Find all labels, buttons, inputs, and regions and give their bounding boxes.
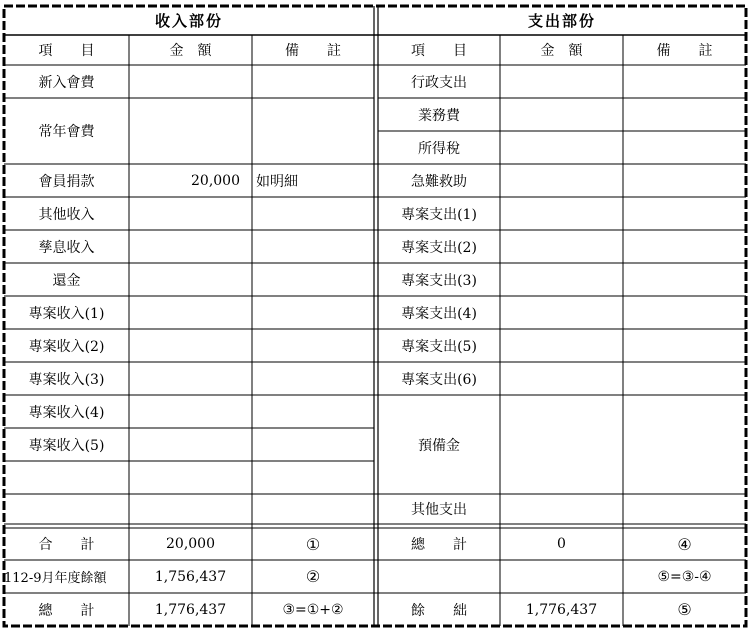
balance-formula: ⑤=③-④ [657,568,712,585]
income-item: 專案收入(1) [28,305,105,322]
income-item: 專案收入(5) [28,437,105,454]
income-item: 還金 [52,272,81,289]
expense-col-item: 項 目 [411,43,467,59]
balance-amount: 1,776,437 [525,601,598,618]
income-item: 其他收入 [38,206,95,223]
income-total-amount: 20,000 [166,536,215,552]
grand-total-note: ③=①+② [282,601,344,618]
prev-balance-amount: 1,756,437 [154,568,227,585]
expense-section-title: 支出部份 [527,12,596,30]
income-note: 如明細 [256,173,298,190]
income-col-note: 備 註 [285,43,341,59]
income-col-item: 項 目 [38,43,95,59]
expense-item: 專案支出(2) [401,239,477,256]
income-item: 新入會費 [38,74,95,91]
income-item: 孳息收入 [38,239,95,256]
expense-item: 專案支出(1) [401,206,477,223]
income-total-label: 合 計 [38,537,95,553]
expense-item: 行政支出 [411,74,467,91]
income-section-title: 收入部份 [154,12,223,30]
balance-note: ⑤ [677,600,692,619]
expense-total-label: 總 計 [411,537,467,553]
expense-item: 專案支出(5) [401,338,477,355]
expense-item: 專案支出(4) [401,305,477,322]
expense-item: 急難救助 [411,173,467,190]
expense-item: 專案支出(6) [401,371,477,388]
income-item: 專案收入(4) [28,404,105,421]
expense-col-amount: 金 額 [540,43,583,59]
expense-item: 專案支出(3) [401,272,477,289]
grand-total-amount: 1,776,437 [154,601,227,618]
expense-item: 預備金 [418,437,460,454]
income-amount: 20,000 [191,172,240,189]
balance-label: 餘 絀 [411,602,467,619]
expense-item: 所得稅 [418,140,460,157]
income-col-amount: 金 額 [169,43,212,59]
income-item: 專案收入(3) [28,371,105,388]
expense-item: 其他支出 [411,502,467,518]
grand-total-label: 總 計 [38,602,95,619]
income-total-note: ① [305,534,321,554]
income-item: 專案收入(2) [28,338,105,355]
prev-balance-label: 112-9月年度餘額 [4,571,107,586]
expense-total-note: ④ [677,534,692,554]
expense-total-amount: 0 [557,536,566,552]
prev-balance-note: ② [305,567,321,586]
income-item: 常年會費 [38,124,95,140]
expense-col-note: 備 註 [656,43,713,59]
income-item: 會員捐款 [38,173,95,190]
expense-item: 業務費 [418,107,460,124]
